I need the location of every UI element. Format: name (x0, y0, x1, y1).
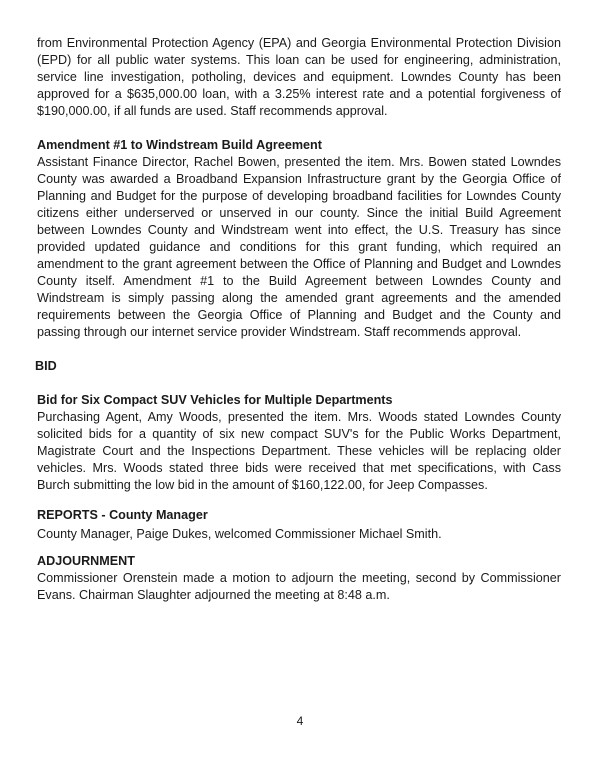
page-number: 4 (296, 714, 304, 728)
intro-paragraph: from Environmental Protection Agency (EPA) and Georgia Environmental Protection Division (EPD) for all public water systems. This loan can be used for engineering, administration, service line investigation, potholing, devices and equipment. Lowndes County has been approved for a $635,000.00 loan, with a 3.25% interest rate and a potential forgiveness of $190,000.00, if all funds are used. Staff recommends approval. (37, 36, 561, 118)
document-page (37, 35, 561, 604)
adjournment-section (37, 553, 561, 604)
bid-section (37, 358, 561, 375)
reports-section (37, 507, 561, 543)
amendment-paragraph: Assistant Finance Director, Rachel Bowen, presented the item. Mrs. Bowen stated Lowndes County was awarded a Broadband Expansion Infrastructure grant by the Georgia Office of Planning and Budget for the purpose of developing broadband facilities for Lowndes County citizens either underserved or unserved in our county. Since the initial Build Agreement between Lowndes County and Windstream went into effect, the U.S. Treasury has since provided updated guidance and conditions for this grant funding, which required an amendment to the grant agreement between the Office of Planning and Budget and Lowndes County itself. Amendment #1 to the Build Agreement between Lowndes County and Windstream is simply passing along the amended grant agreements and the amended requirements between the Georgia Office of Planning and Budget and the County and passing through our internet service provider Windstream. Staff recommends approval. (37, 155, 561, 339)
suv-bid-section (37, 392, 561, 494)
reports-paragraph: County Manager, Paige Dukes, welcomed Commissioner Michael Smith. (37, 527, 442, 541)
amendment-section (37, 137, 561, 341)
suv-bid-paragraph: Purchasing Agent, Amy Woods, presented the item. Mrs. Woods stated Lowndes County solicited bids for a quantity of six new compact SUV's for the Public Works Department, Magistrate Court and the Inspections Department. These vehicles will be replacing older vehicles. Mrs. Woods stated three bids were received that met specifications, with Cass Burch submitting the low bid in the amount of $160,122.00, for Jeep Compasses. (37, 410, 561, 492)
reports-heading: REPORTS - County Manager (37, 508, 208, 522)
adjournment-paragraph: Commissioner Orenstein made a motion to adjourn the meeting, second by Commissioner Evans. Chairman Slaughter adjourned the meeting at 8:48 a.m. (37, 571, 561, 602)
suv-bid-heading: Bid for Six Compact SUV Vehicles for Multiple Departments (37, 393, 393, 407)
bid-heading: BID (35, 359, 57, 373)
adjournment-heading: ADJOURNMENT (37, 554, 135, 568)
amendment-heading: Amendment #1 to Windstream Build Agreement (37, 138, 322, 152)
